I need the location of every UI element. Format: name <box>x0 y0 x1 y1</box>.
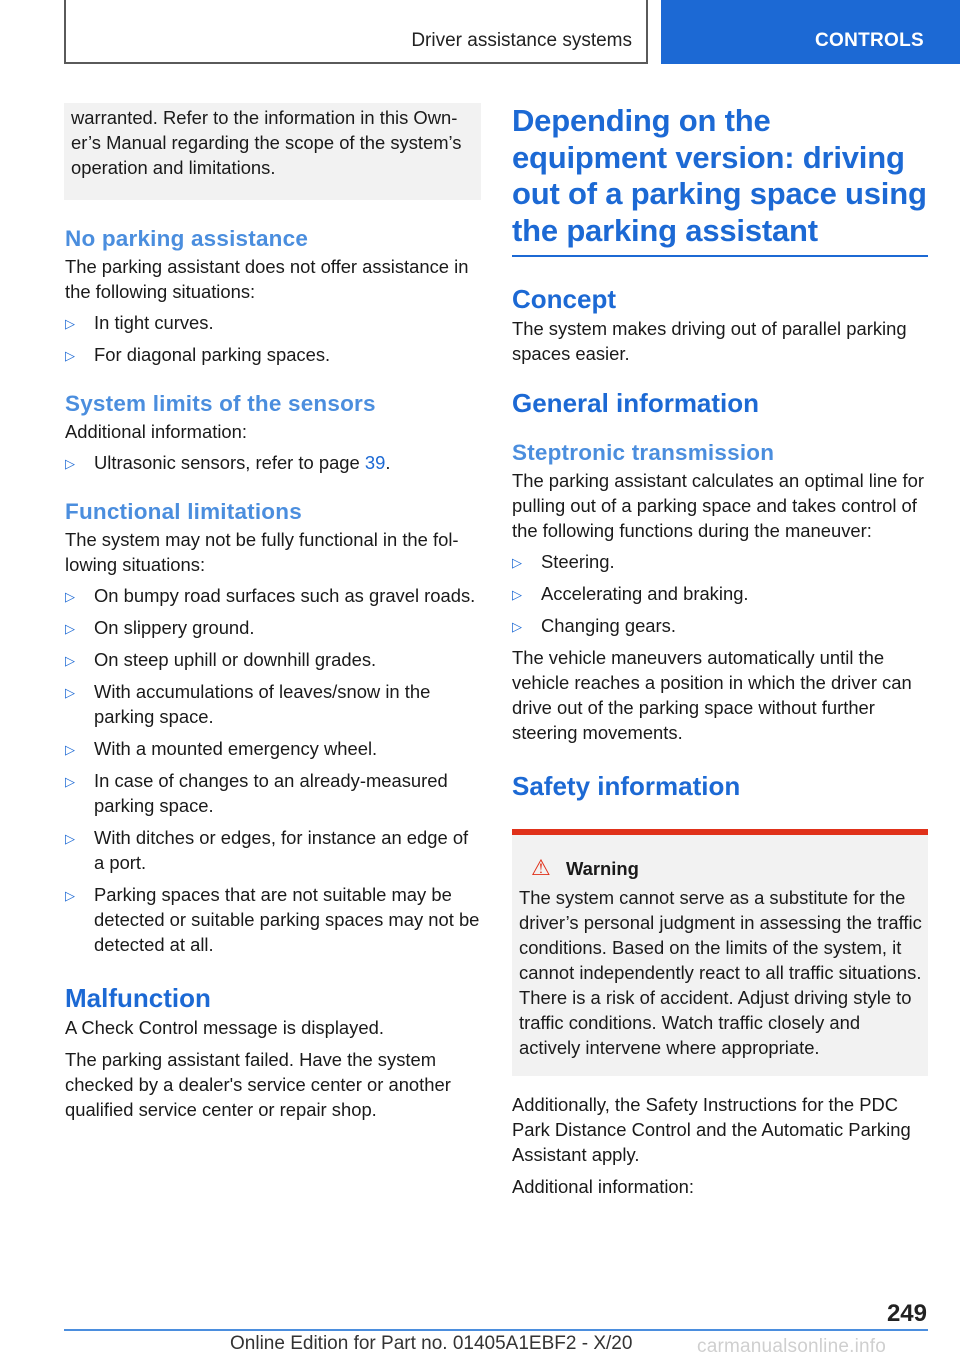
list-item: ▷ In tight curves. <box>65 310 481 335</box>
list-item: ▷ Ultrasonic sensors, refer to page 39. <box>65 450 481 475</box>
triangle-bullet-icon: ▷ <box>65 456 75 471</box>
heading-concept: Concept <box>512 284 616 314</box>
warning-box <box>512 829 928 1076</box>
watermark: carmanualsonline.info <box>697 1336 887 1357</box>
heading-general-information: General information <box>512 388 760 418</box>
list-item: ▷ With accumulations of leaves/snow in the parking space. <box>65 681 431 727</box>
heading-steptronic: Steptronic transmission <box>512 440 775 465</box>
triangle-bullet-icon: ▷ <box>512 555 522 570</box>
section-title: Depending on the equipment version: driving out of a parking space using the parking assistant <box>512 103 927 248</box>
triangle-bullet-icon: ▷ <box>65 621 75 636</box>
safety-text-2: Additional information: <box>512 1176 694 1197</box>
list-item: ▷ On slippery ground. <box>65 615 481 640</box>
left-column <box>65 103 481 1122</box>
heading-safety-information: Safety information <box>512 771 741 801</box>
header-section-box <box>64 0 648 64</box>
list-item: ▷ With a mounted emergency wheel. <box>65 736 481 761</box>
triangle-bullet-icon: ▷ <box>65 831 75 846</box>
general-text: The parking assistant calculates an optimal line for pulling out of a parking space and takes control of the following functions during the maneuver: <box>512 470 924 541</box>
list-item: ▷ In case of changes to an already-measured parking space. <box>65 770 448 816</box>
list-item: ▷ On bumpy road surfaces such as gravel roads. <box>65 583 481 608</box>
concept-text: The system makes driving out of parallel parking spaces easier. <box>512 318 907 364</box>
page-number: 249 <box>886 1300 927 1327</box>
warning-text: The system cannot serve as a substitute for the driver’s personal judgment in assessing the traffic conditions. Based on the limits of the system, it cannot independently react to all traffic situations. There is a risk of accident. Adjust driving style to traffic conditions. Watch traffic closely and actively intervene where appropriate. <box>519 887 922 1058</box>
general-text-2: The vehicle maneuvers automatically until the vehicle reaches a position in which the driver can drive out of the parking space without further steering movements. <box>512 647 912 743</box>
page-link[interactable]: 39 <box>364 452 386 473</box>
header-chapter-title: CONTROLS <box>815 30 925 51</box>
malfunction-p1: A Check Control message is displayed. <box>65 1017 384 1038</box>
triangle-bullet-icon: ▷ <box>65 742 75 757</box>
malfunction-p2: The parking assistant failed. Have the system checked by a dealer's service center or another qualified service center or repair shop. <box>65 1049 451 1120</box>
triangle-bullet-icon: ▷ <box>65 589 75 604</box>
header-chapter-tab[interactable] <box>661 0 960 64</box>
list-item: ▷ With ditches or edges, for instance an edge of a port. <box>65 827 469 873</box>
triangle-bullet-icon: ▷ <box>65 348 75 363</box>
triangle-bullet-icon: ▷ <box>65 774 75 789</box>
warning-title: Warning <box>566 858 639 879</box>
triangle-bullet-icon: ▷ <box>65 888 75 903</box>
no-assist-list <box>65 310 481 367</box>
limits-intro: The system may not be fully functional in the following situations: <box>65 529 459 575</box>
note-box <box>64 103 481 200</box>
list-item: ▷ Changing gears. <box>512 613 928 638</box>
list-item: ▷ For diagonal parking spaces. <box>65 342 481 367</box>
safety-text-1: Additionally, the Safety Instructions for the PDC Park Distance Control and the Automatic Parking Assistant apply. <box>512 1094 911 1165</box>
list-item: ▷ Steering. <box>512 549 928 574</box>
warning-triangle-icon: ⚠ <box>531 855 551 880</box>
no-assist-intro: The parking assistant does not offer assistance in the following situations: <box>65 256 469 302</box>
list-item: ▷ On steep uphill or downhill grades. <box>65 647 481 672</box>
right-column <box>512 103 928 1199</box>
triangle-bullet-icon: ▷ <box>512 619 522 634</box>
triangle-bullet-icon: ▷ <box>512 587 522 602</box>
note-text: warranted. Refer to the information in this Owner’s Manual regarding the scope of the system’s operation and limitations. <box>71 107 462 178</box>
heading-functional-limitations: Functional limitations <box>65 499 302 524</box>
heading-no-parking-assistance: No parking assistance <box>65 226 309 251</box>
heading-malfunction: Malfunction <box>65 983 211 1013</box>
warning-header <box>519 855 922 885</box>
section-title-block <box>512 103 928 257</box>
limits-list <box>65 583 481 957</box>
triangle-bullet-icon: ▷ <box>65 653 75 668</box>
sensors-list <box>65 450 481 475</box>
footer-rule <box>64 1329 928 1331</box>
triangle-bullet-icon: ▷ <box>65 685 75 700</box>
footer-edition: Online Edition for Part no. 01405A1EBF2 - X/20 <box>230 1333 633 1354</box>
header-section-title: Driver assistance systems <box>411 30 632 51</box>
heading-system-limits: System limits of the sensors <box>65 391 376 416</box>
triangle-bullet-icon: ▷ <box>65 316 75 331</box>
list-item: ▷ Parking spaces that are not suitable may be detected or suitable parking spaces may not be detected at all. <box>65 884 480 955</box>
list-item: ▷ Accelerating and braking. <box>512 581 928 606</box>
general-list <box>512 549 928 638</box>
sensors-intro: Additional information: <box>65 421 247 442</box>
